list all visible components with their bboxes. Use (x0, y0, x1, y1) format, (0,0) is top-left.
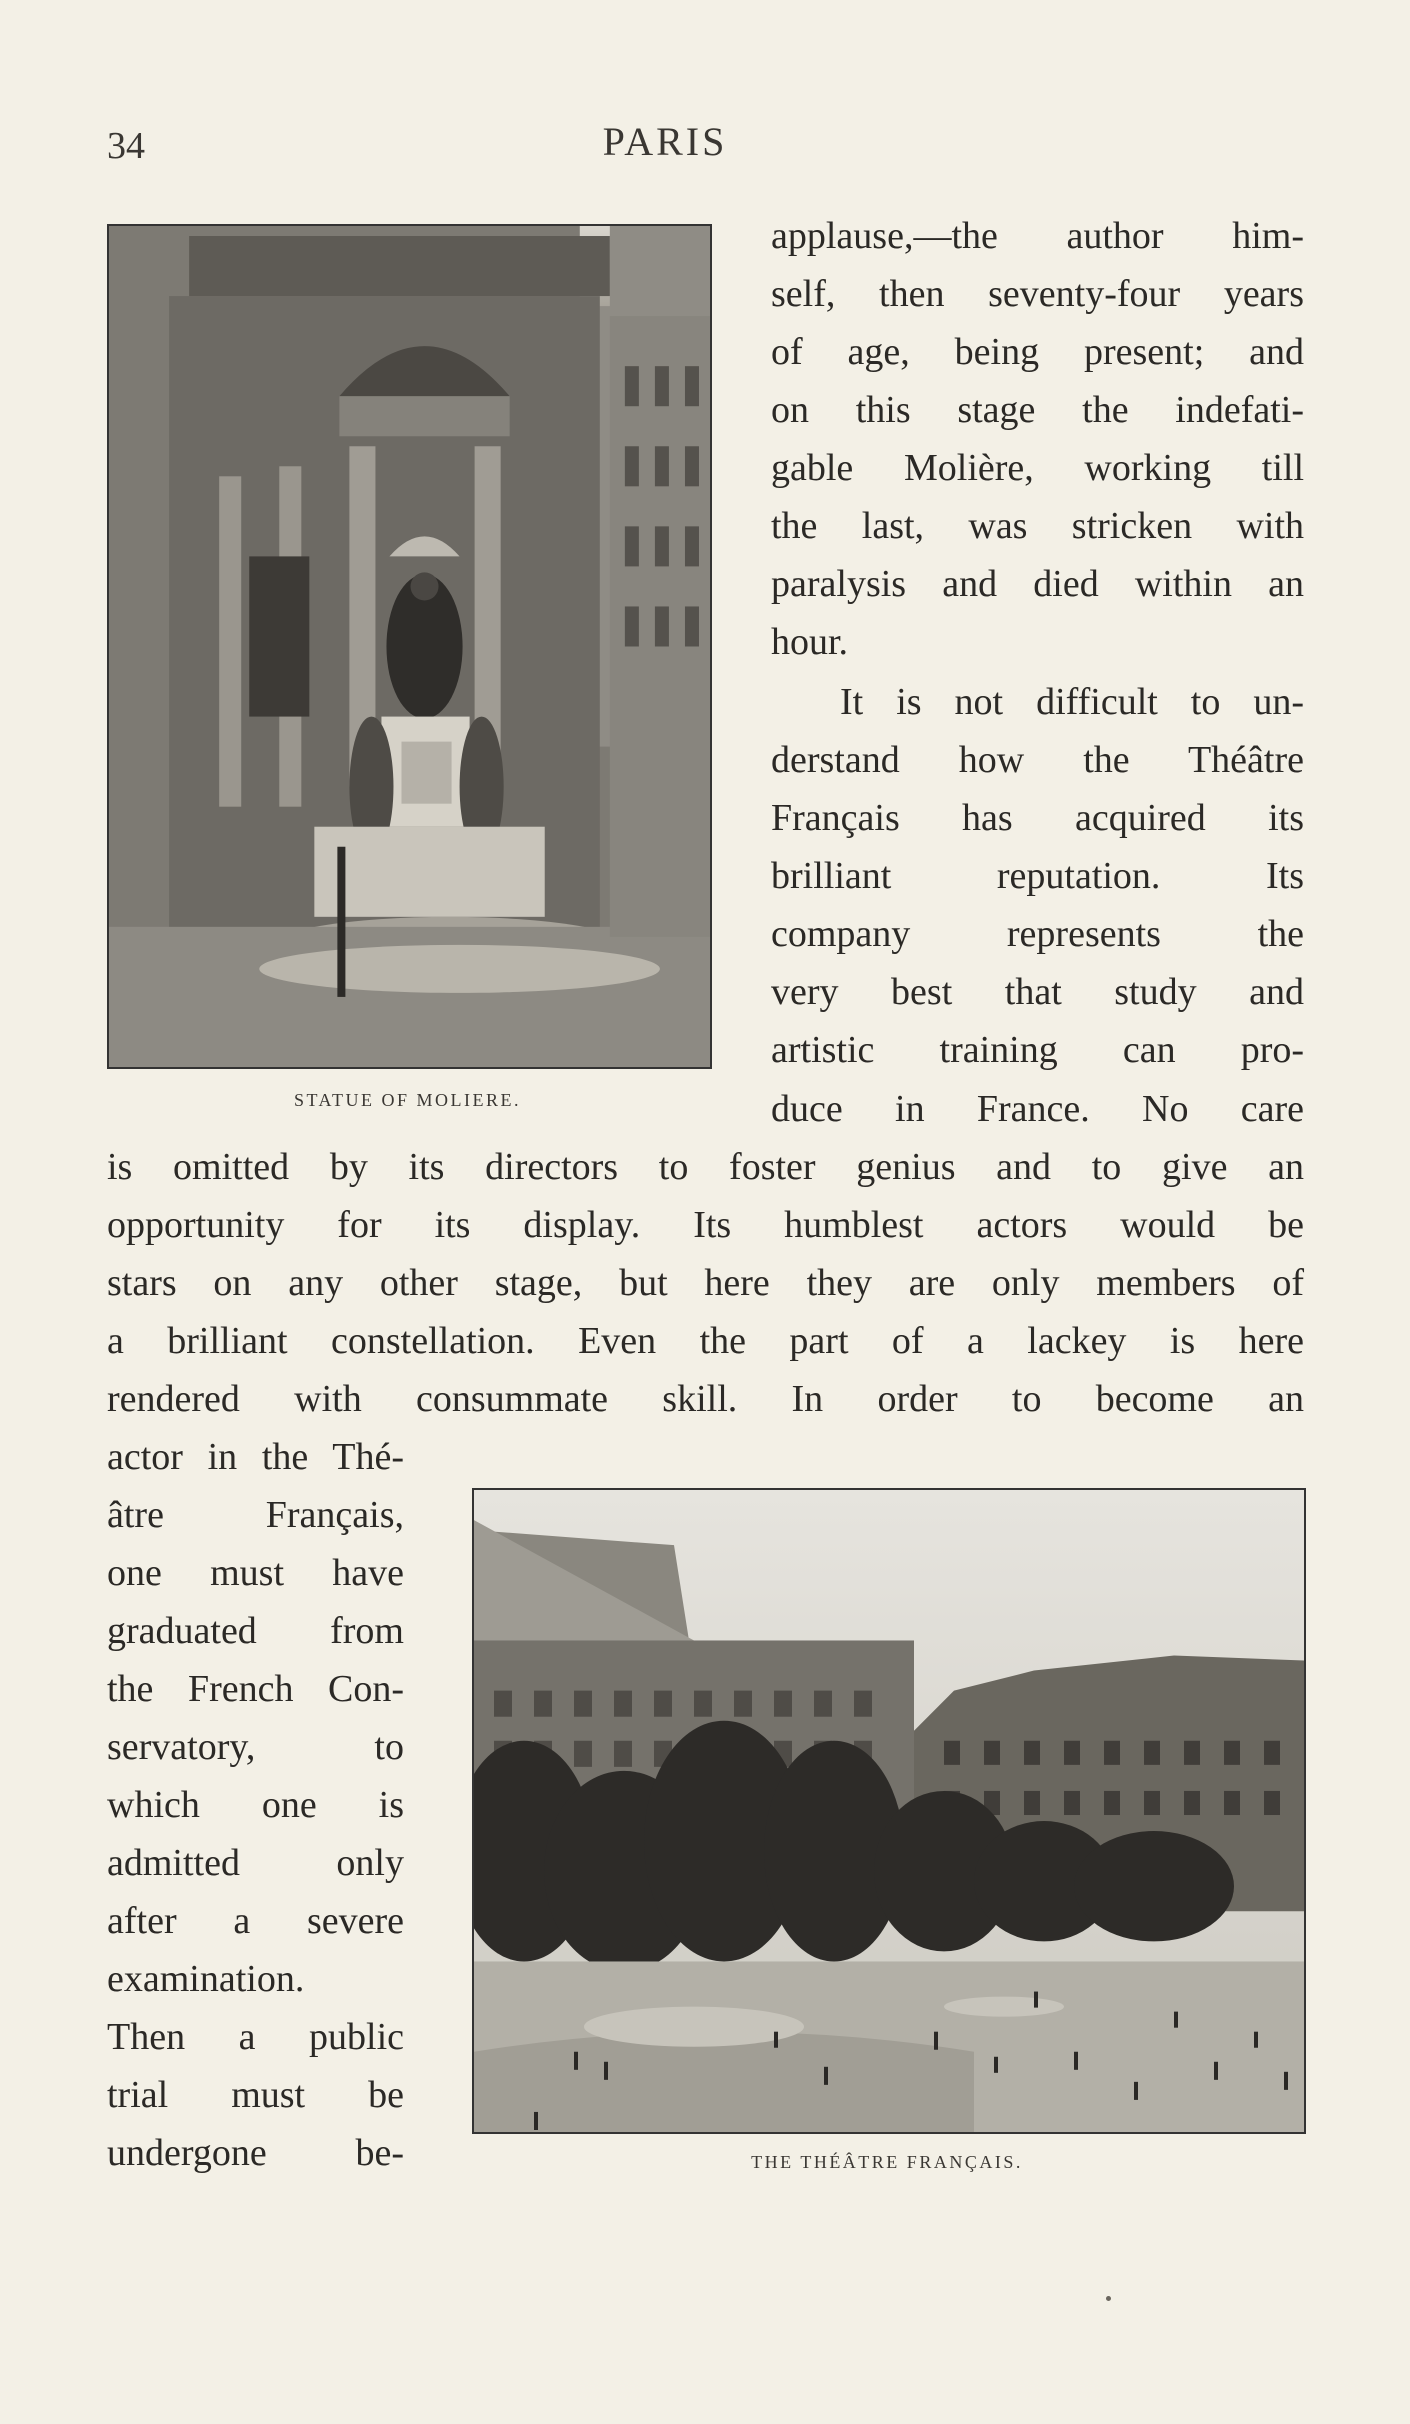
right-column-line: applause,—the author him- (771, 215, 1304, 257)
left-column-line: servatory, to (107, 1726, 404, 1768)
right-column-line: It is not difficult to un- (840, 681, 1304, 723)
left-column-line: one must have (107, 1552, 404, 1594)
right-column-line: of age, being present; and (771, 331, 1304, 373)
left-column-line: after a severe (107, 1900, 404, 1942)
right-column-line: artistic training can pro- (771, 1029, 1304, 1071)
right-column-line: on this stage the indefati- (771, 389, 1304, 431)
running-title: PARIS (602, 119, 728, 164)
left-column-line: trial must be (107, 2074, 404, 2116)
full-width-line: a brilliant constellation. Even the part of a lackey is here (107, 1320, 1304, 1362)
full-width-line: is omitted by its directors to foster genius and to give an (107, 1146, 1304, 1188)
right-column-line: brilliant reputation. Its (771, 855, 1304, 897)
left-column-line: âtre Français, (107, 1494, 404, 1536)
full-width-line: rendered with consummate skill. In order to become an (107, 1378, 1304, 1420)
theatre-caption: THE THÉÂTRE FRANÇAIS. (751, 2152, 1023, 2172)
right-column-line: paralysis and died within an (771, 563, 1304, 605)
left-column-line: Then a public (107, 2016, 404, 2058)
statue-of-moliere-photo (107, 224, 712, 1069)
right-column-line: hour. (771, 621, 849, 663)
left-column-line: the French Con- (107, 1668, 404, 1710)
left-column-line: which one is (107, 1784, 404, 1826)
right-column-line: the last, was stricken with (771, 505, 1304, 547)
right-column-line: self, then seventy-four years (771, 273, 1304, 315)
left-column-line: undergone be- (107, 2132, 404, 2174)
right-column-line: company represents the (771, 913, 1304, 955)
print-speck (1106, 2296, 1111, 2301)
theatre-francais-photo (472, 1488, 1306, 2134)
full-width-line: stars on any other stage, but here they are only members of (107, 1262, 1304, 1304)
statue-caption: STATUE OF MOLIERE. (293, 1090, 522, 1110)
left-column-line: admitted only (107, 1842, 404, 1884)
left-column-line: actor in the Thé- (107, 1436, 404, 1478)
left-column-line: examination. (107, 1958, 305, 2000)
page-number: 34 (107, 125, 145, 167)
right-column-line: duce in France. No care (771, 1088, 1304, 1130)
right-column-line: derstand how the Théâtre (771, 739, 1304, 781)
full-width-line: opportunity for its display. Its humblest actors would be (107, 1204, 1304, 1246)
right-column-line: gable Molière, working till (771, 447, 1304, 489)
left-column-line: graduated from (107, 1610, 404, 1652)
right-column-line: very best that study and (771, 971, 1304, 1013)
right-column-line: Français has acquired its (771, 797, 1304, 839)
